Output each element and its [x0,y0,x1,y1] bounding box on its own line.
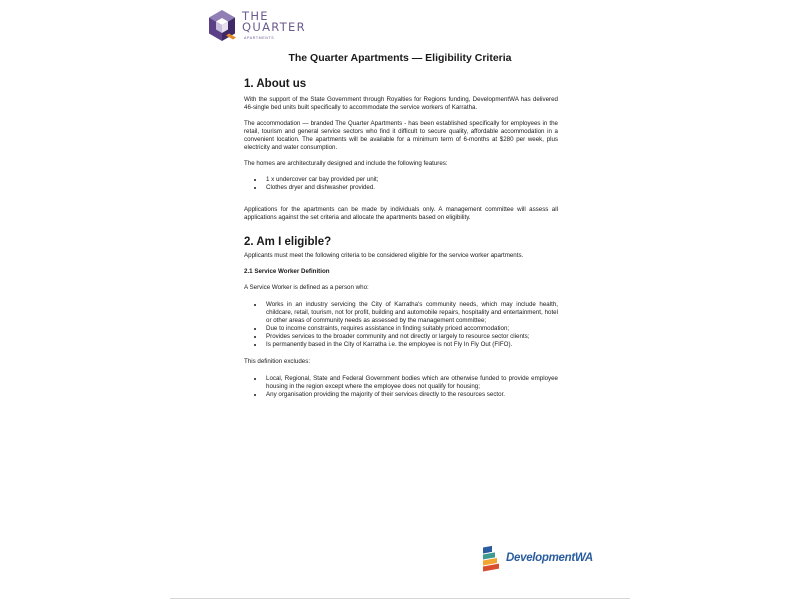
list-item: Works in an industry servicing the City of Karratha's community needs, which may include health, childcare, retail, tourism, not for profit, building and automobile repairs, hospitality and entertainment, hotel or other areas of community needs as assessed by the management committee; [266,301,558,324]
developmentwa-emblem-icon [480,545,504,575]
developmentwa-logo [480,545,592,575]
page-divider [170,598,630,599]
about-paragraph-3: The homes are architecturally designed and include the following features: [244,160,448,167]
about-paragraph-2: The accommodation — branded The Quarter Apartments - has been established specifically for employees in the retail, tourism and general service sectors who find it difficult to secure quality, affordable accommodation in a convenient location. The apartments will be available for a minimum term of 6-months at $280 per week, plus electricity and water consumption. [244,120,558,151]
list-item: Clothes dryer and dishwasher provided. [266,184,558,192]
eligible-paragraph-1: Applicants must meet the following criteria to be considered eligible for the service worker apartments. [244,252,524,259]
about-paragraph-4: Applications for the apartments can be made by individuals only. A management committee will assess all applications against the set criteria and allocate the apartments based on eligibility. [244,206,558,221]
logo-wordmark [242,11,306,33]
document-body [244,78,558,399]
section-heading-eligible: 2. Am I eligible? [244,236,332,248]
eligible-paragraph-2: A Service Worker is defined as a person who: [244,284,369,291]
developmentwa-wordmark: DevelopmentWA [506,552,593,564]
list-item: Provides services to the broader community and not directly or largely to resource sector clients; [266,333,558,341]
service-worker-subheading: 2.1 Service Worker Definition [244,268,330,275]
list-item: Any organisation providing the majority of their services directly to the resources sector. [266,391,558,399]
cube-logo-icon [207,9,237,43]
list-item: Due to income constraints, requires assistance in finding suitably priced accommodation; [266,325,558,333]
criteria-list [244,301,558,349]
eligible-paragraph-3: This definition excludes: [244,358,311,365]
the-quarter-logo [207,9,317,45]
section-heading-about: 1. About us [244,78,307,90]
document-title: The Quarter Apartments — Eligibility Criteria [288,52,512,64]
list-item: Is permanently based in the City of Karratha i.e. the employee is not Fly In Fly Out (FIFO). [266,341,558,349]
logo-line-1: THE [242,9,269,23]
exclusions-list [244,375,558,399]
logo-subtitle: APARTMENTS [244,36,275,40]
list-item: 1 x undercover car bay provided per unit; [266,176,558,184]
features-list [244,176,558,192]
about-paragraph-1: With the support of the State Government through Royalties for Regions funding, DevelopmentWA has delivered 46-single bed units built specifically to accommodate the service workers of Karratha. [244,96,558,111]
logo-line-2: QUARTER [242,20,306,34]
list-item: Local, Regional, State and Federal Government bodies which are otherwise funded to provide employee housing in the region except where the employee does not qualify for housing; [266,375,558,390]
